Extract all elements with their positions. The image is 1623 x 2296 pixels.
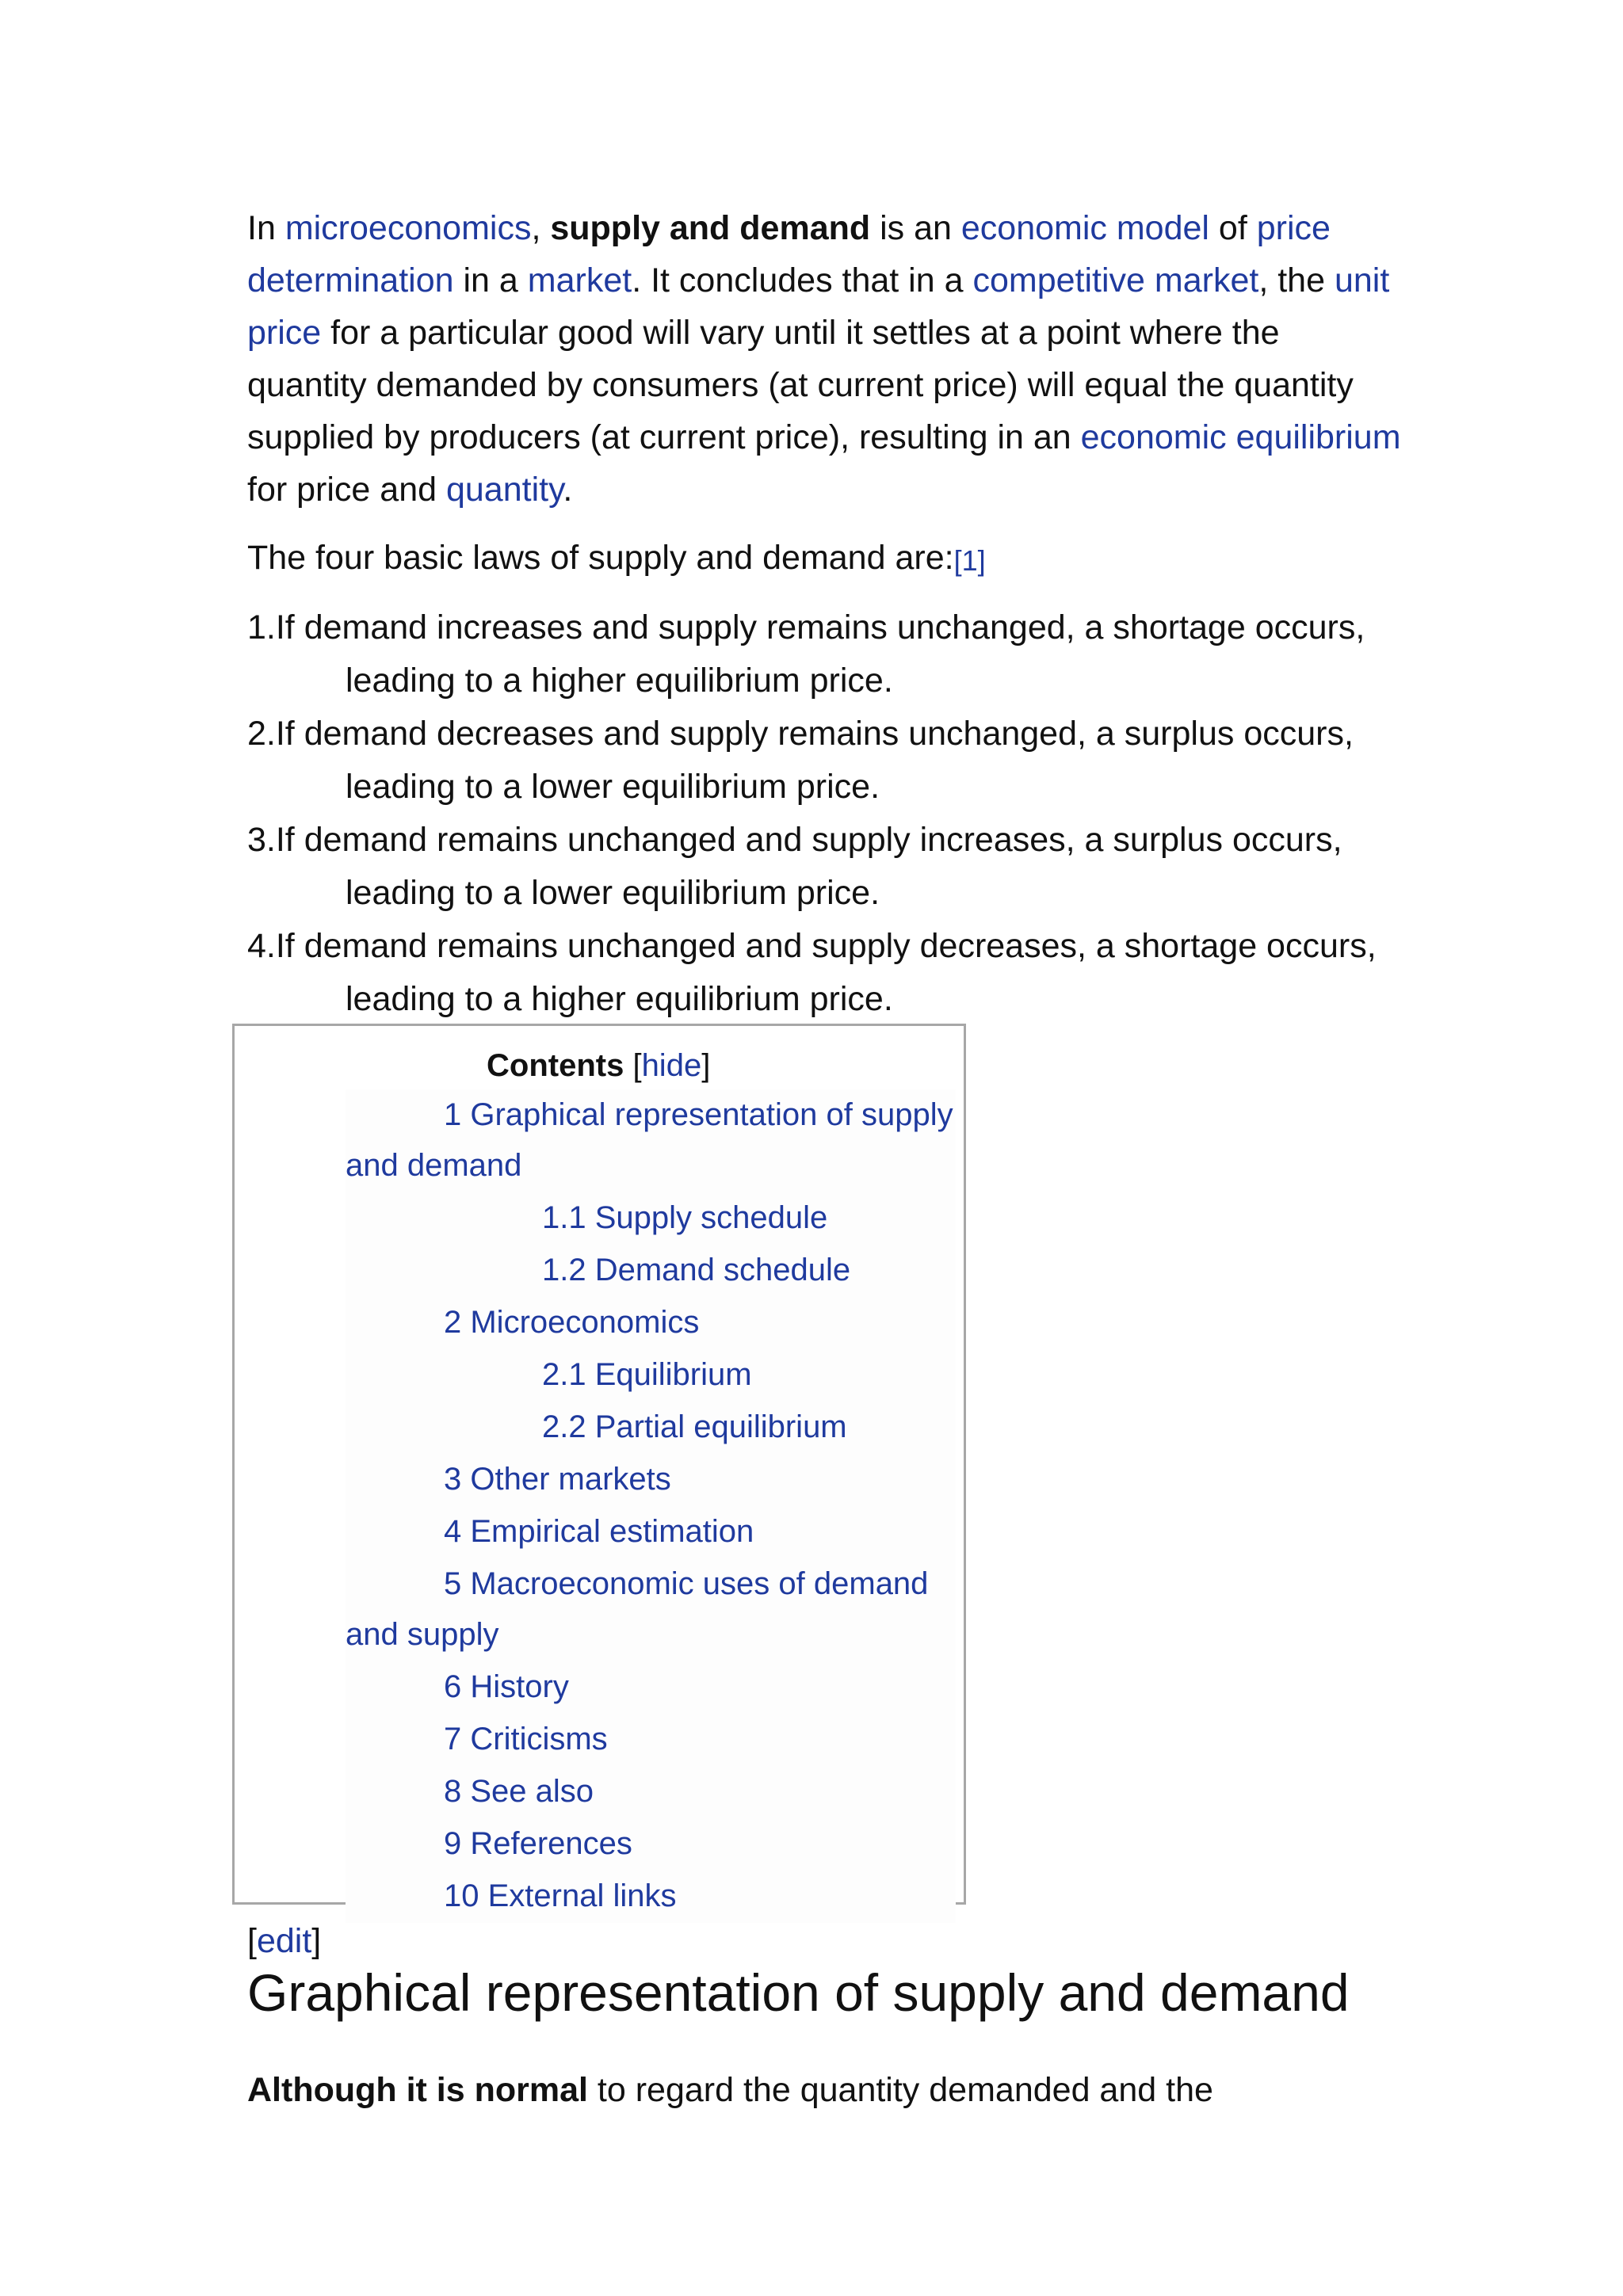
toc-item-macroeconomic-uses[interactable]: 5 Macroeconomic uses of demand and supply xyxy=(346,1566,929,1652)
link-microeconomics[interactable]: microeconomics xyxy=(285,209,532,247)
toc-item-other-markets[interactable]: 3 Other markets xyxy=(444,1462,671,1497)
toc-hide-link[interactable]: hide xyxy=(641,1048,702,1083)
toc-item-external-links[interactable]: 10 External links xyxy=(444,1878,677,1913)
intro-text: , xyxy=(531,209,551,247)
intro-paragraph xyxy=(247,202,1404,516)
section-heading: Graphical representation of supply and demand xyxy=(247,1963,1350,2022)
intro-text: for price and xyxy=(247,471,446,509)
intro-text: in a xyxy=(453,261,528,299)
toc-list xyxy=(346,1089,956,1923)
law-item: 2.If demand decreases and supply remains unchanged, a surplus occurs, leading to a lower equilibrium price. xyxy=(247,715,1354,806)
toc-item-microeconomics[interactable]: 2 Microeconomics xyxy=(444,1305,700,1340)
toc-item-history[interactable]: 6 History xyxy=(444,1669,569,1704)
toc-item-equilibrium[interactable]: 2.1 Equilibrium xyxy=(542,1357,752,1392)
table-of-contents xyxy=(232,1024,966,1913)
toc-item-partial-equilibrium[interactable]: 2.2 Partial equilibrium xyxy=(542,1409,847,1444)
link-market[interactable]: market xyxy=(527,261,632,299)
link-unit-price[interactable]: unit price xyxy=(247,261,1390,352)
section-bold-lead: Although it is normal xyxy=(247,2071,588,2109)
article-body xyxy=(247,202,1404,1026)
toc-bracket: [ xyxy=(624,1048,642,1083)
section-text: to regard the quantity demanded and the xyxy=(587,2071,1213,2109)
reference-link-1[interactable]: [1] xyxy=(953,544,986,577)
toc-item-graphical-representation[interactable]: 1 Graphical representation of supply and demand xyxy=(346,1097,953,1183)
toc-item-empirical-estimation[interactable]: 4 Empirical estimation xyxy=(444,1514,754,1549)
intro-text: . It concludes that in a xyxy=(632,261,973,299)
toc-item-criticisms[interactable]: 7 Criticisms xyxy=(444,1722,608,1756)
intro-text: is an xyxy=(870,209,961,247)
toc-item-see-also[interactable]: 8 See also xyxy=(444,1774,594,1809)
toc-item-supply-schedule[interactable]: 1.1 Supply schedule xyxy=(542,1200,828,1235)
intro-text: In xyxy=(247,209,285,247)
link-economic-equilibrium[interactable]: economic equilibrium xyxy=(1080,418,1401,456)
laws-list xyxy=(247,601,1404,1026)
law-item: 1.If demand increases and supply remains unchanged, a shortage occurs, leading to a higher equilibrium price. xyxy=(247,608,1365,700)
intro-text: . xyxy=(563,471,573,509)
toc-bracket: ] xyxy=(701,1048,711,1083)
edit-bracket: [ xyxy=(247,1922,257,1960)
laws-intro-text: The four basic laws of supply and demand are: xyxy=(247,539,954,577)
intro-bold-term: supply and demand xyxy=(550,209,871,247)
link-competitive-market[interactable]: competitive market xyxy=(972,261,1259,299)
section-edit xyxy=(247,1917,321,1965)
section-paragraph xyxy=(247,2064,1213,2116)
law-item: 4.If demand remains unchanged and supply decreases, a shortage occurs, leading to a higher equilibrium price. xyxy=(247,927,1377,1018)
toc-item-references[interactable]: 9 References xyxy=(444,1826,632,1861)
toc-title xyxy=(487,1042,710,1089)
laws-intro xyxy=(247,532,1404,585)
link-price-determination[interactable]: price determination xyxy=(247,209,1331,299)
law-item: 3.If demand remains unchanged and supply increases, a surplus occurs, leading to a lower equilibrium price. xyxy=(247,821,1342,912)
intro-text: , the xyxy=(1258,261,1335,299)
intro-text: of xyxy=(1209,209,1257,247)
edit-section-link[interactable]: edit xyxy=(256,1922,312,1960)
link-economic-model[interactable]: economic model xyxy=(960,209,1209,247)
link-quantity[interactable]: quantity xyxy=(445,471,563,509)
intro-text: for a particular good will vary until it settles at a point where the quantity demanded by consumers (at current price) will equal the quantity supplied by producers (at current price), resulting in an xyxy=(247,314,1354,456)
edit-bracket: ] xyxy=(311,1922,322,1960)
toc-item-demand-schedule[interactable]: 1.2 Demand schedule xyxy=(542,1253,851,1287)
toc-heading: Contents xyxy=(487,1048,624,1083)
